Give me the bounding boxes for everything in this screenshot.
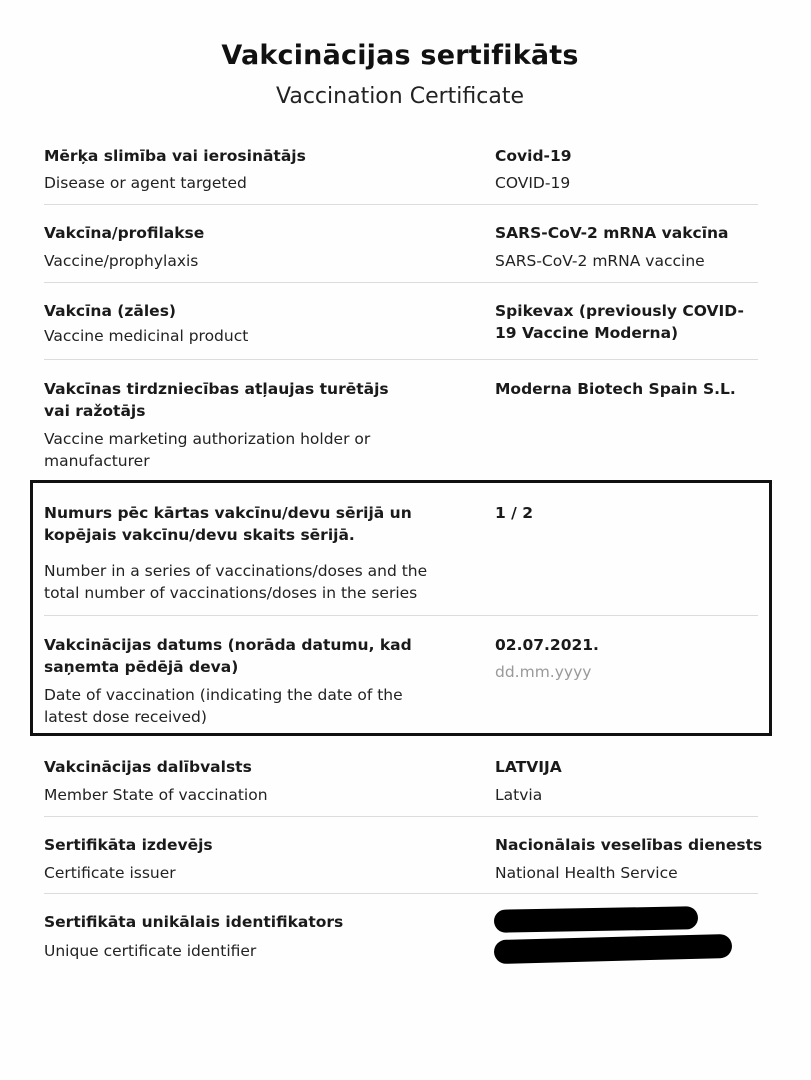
- product-label-lv: Vakcīna (zāles): [44, 302, 177, 320]
- row-disease: [44, 145, 758, 197]
- member-state-label-lv: Vakcinācijas dalībvalsts: [44, 758, 252, 776]
- row-issuer: [44, 834, 763, 886]
- issuer-value-lv: Nacionālais veselības dienests: [495, 836, 763, 854]
- divider: [44, 359, 758, 360]
- issuer-label-lv: Sertifikāta izdevējs: [44, 836, 213, 854]
- dose-label-en: Number in a series of vaccinations/doses and the total number of vaccinations/doses in the series: [44, 562, 428, 602]
- row-date: [44, 634, 758, 729]
- date-value: 02.07.2021.: [495, 636, 599, 654]
- divider: [44, 615, 758, 616]
- vaccine-label-lv: Vakcīna/profilakse: [44, 224, 205, 242]
- member-state-label-en: Member State of vaccination: [44, 786, 268, 804]
- row-manufacturer: [44, 378, 758, 473]
- divider: [44, 282, 758, 283]
- divider: [44, 204, 758, 205]
- product-label-en: Vaccine medicinal product: [44, 327, 249, 345]
- member-state-value-en: Latvia: [495, 786, 543, 804]
- product-value-lv: Spikevax (previously COVID-19 Vaccine Moderna): [495, 302, 744, 342]
- manufacturer-label-en: Vaccine marketing authorization holder or manufacturer: [44, 430, 371, 470]
- row-vaccine: [44, 222, 758, 274]
- divider: [44, 816, 758, 817]
- issuer-value-en: National Health Service: [495, 864, 678, 882]
- date-format-hint: dd.mm.yyyy: [495, 663, 592, 681]
- identifier-label-lv: Sertifikāta unikālais identifikators: [44, 913, 344, 931]
- page-title: Vakcinācijas sertifikāts: [221, 40, 579, 71]
- disease-value-en: COVID-19: [495, 174, 571, 192]
- row-product: [44, 300, 758, 350]
- disease-value-lv: Covid-19: [495, 147, 572, 165]
- member-state-value-lv: LATVIJA: [495, 758, 562, 776]
- manufacturer-value-lv: Moderna Biotech Spain S.L.: [495, 380, 736, 398]
- redaction-mark: [494, 906, 698, 933]
- vaccine-value-en: SARS-CoV-2 mRNA vaccine: [495, 252, 705, 270]
- vaccine-value-lv: SARS-CoV-2 mRNA vakcīna: [495, 224, 729, 242]
- manufacturer-label-lv: Vakcīnas tirdzniecības atļaujas turētājs vai ražotājs: [44, 380, 389, 420]
- dose-label-lv: Numurs pēc kārtas vakcīnu/devu sērijā un kopējais vakcīnu/devu skaits sērijā.: [44, 504, 412, 544]
- issuer-label-en: Certificate issuer: [44, 864, 176, 882]
- disease-label-en: Disease or agent targeted: [44, 174, 247, 192]
- identifier-label-en: Unique certificate identifier: [44, 942, 257, 960]
- dose-value: 1 / 2: [495, 504, 534, 522]
- vaccine-label-en: Vaccine/prophylaxis: [44, 252, 199, 270]
- page-subtitle: Vaccination Certificate: [276, 84, 524, 109]
- date-label-lv: Vakcinācijas datums (norāda datumu, kad saņemta pēdējā deva): [44, 636, 412, 676]
- date-label-en: Date of vaccination (indicating the date of the latest dose received): [44, 686, 403, 726]
- divider: [44, 893, 758, 894]
- disease-label-lv: Mērķa slimība vai ierosinātājs: [44, 147, 306, 165]
- row-dose-number: [44, 502, 758, 606]
- row-member-state: [44, 756, 758, 808]
